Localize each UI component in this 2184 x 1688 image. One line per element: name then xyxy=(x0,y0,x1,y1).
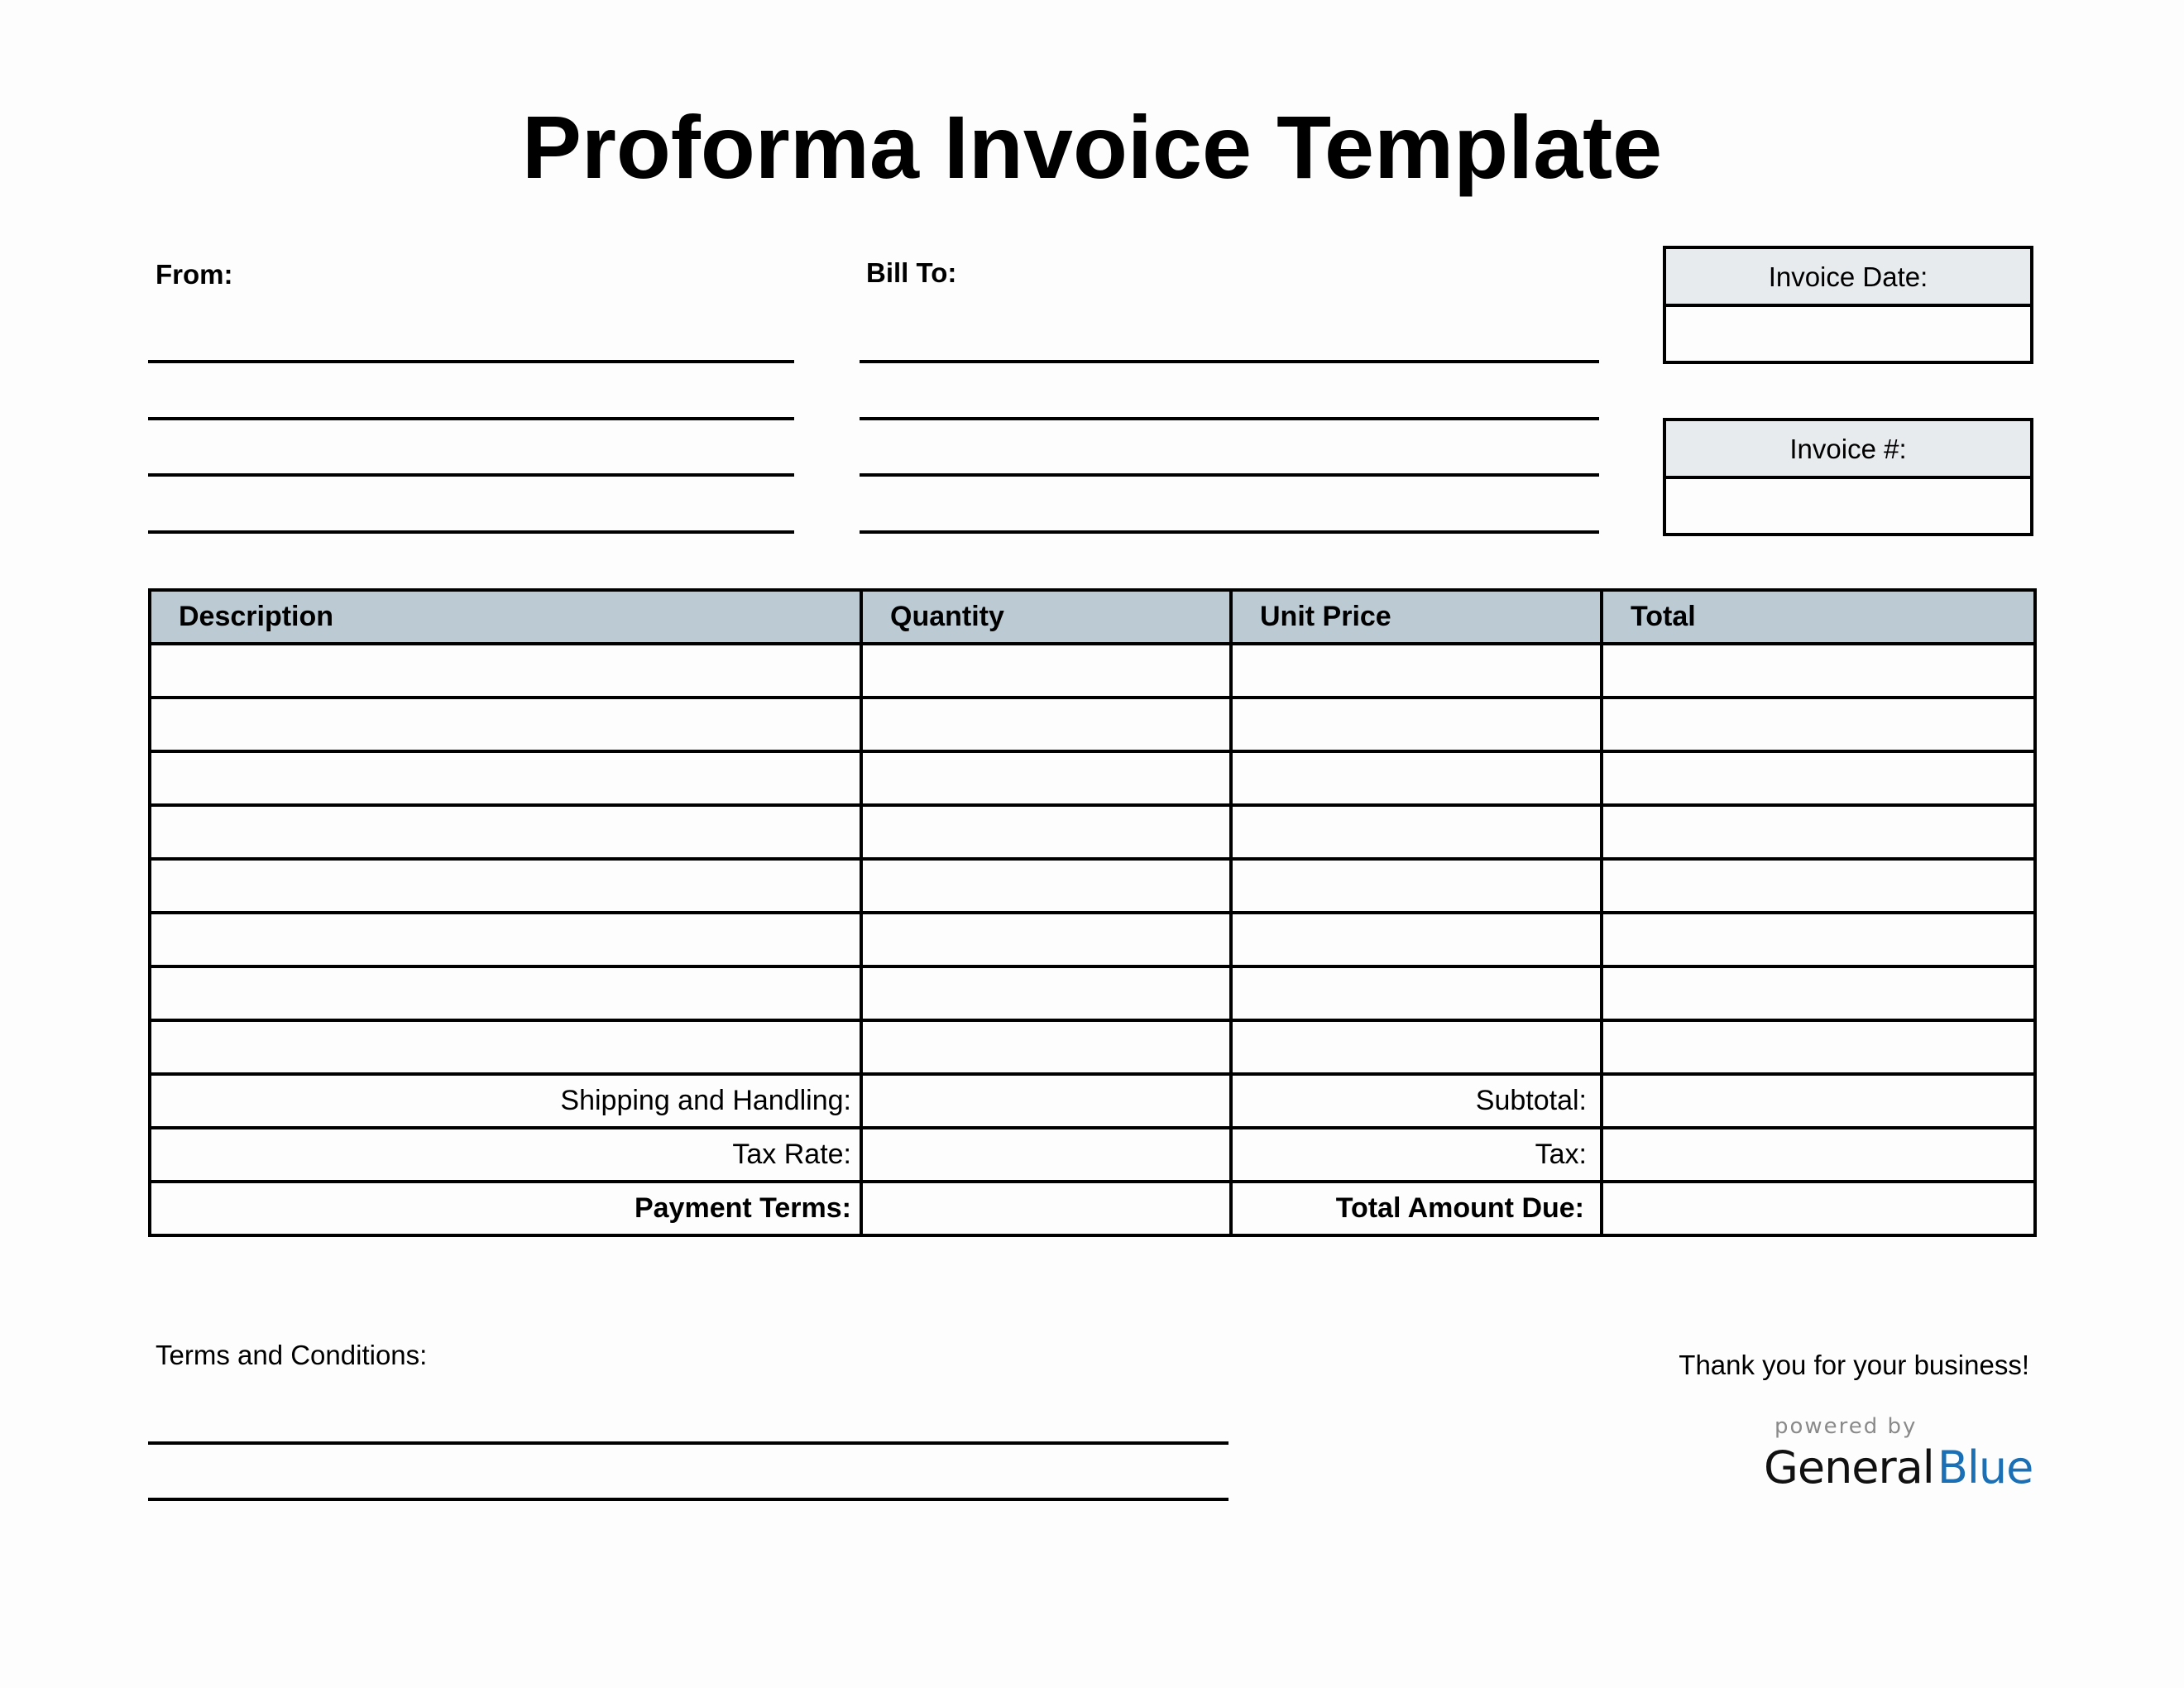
terms-line-2[interactable] xyxy=(148,1498,1228,1501)
invoice-number-label: Invoice #: xyxy=(1666,421,2030,479)
description-cell[interactable] xyxy=(150,751,861,805)
description-cell[interactable] xyxy=(150,859,861,913)
table-row xyxy=(150,644,2035,698)
invoice-number-box xyxy=(1663,418,2033,536)
column-header-total: Total xyxy=(1602,590,2035,644)
quantity-cell[interactable] xyxy=(861,913,1231,966)
table-row xyxy=(150,751,2035,805)
unit-price-cell[interactable] xyxy=(1231,698,1602,751)
total-cell[interactable] xyxy=(1602,913,2035,966)
invoice-number-field[interactable] xyxy=(1666,479,2030,533)
bill-to-label: Bill To: xyxy=(866,257,957,288)
total-cell[interactable] xyxy=(1602,805,2035,859)
powered-by-text: powered by xyxy=(1774,1414,1918,1439)
unit-price-cell[interactable] xyxy=(1231,805,1602,859)
quantity-cell[interactable] xyxy=(861,966,1231,1020)
subtotal-label: Subtotal: xyxy=(1231,1074,1602,1128)
total-cell[interactable] xyxy=(1602,751,2035,805)
quantity-cell[interactable] xyxy=(861,698,1231,751)
tax-rate-label: Tax Rate: xyxy=(150,1128,861,1182)
from-line-1[interactable] xyxy=(148,360,794,363)
shipping-label: Shipping and Handling: xyxy=(150,1074,861,1128)
invoice-date-box xyxy=(1663,246,2033,364)
from-line-4[interactable] xyxy=(148,530,794,534)
quantity-cell[interactable] xyxy=(861,1020,1231,1074)
column-header-description: Description xyxy=(150,590,861,644)
table-row xyxy=(150,805,2035,859)
payment-terms-field[interactable] xyxy=(861,1182,1231,1235)
total-amount-due-field[interactable] xyxy=(1602,1182,2035,1235)
column-header-unit-price: Unit Price xyxy=(1231,590,1602,644)
unit-price-cell[interactable] xyxy=(1231,1020,1602,1074)
from-line-3[interactable] xyxy=(148,473,794,477)
total-cell[interactable] xyxy=(1602,698,2035,751)
unit-price-cell[interactable] xyxy=(1231,859,1602,913)
invoice-date-label: Invoice Date: xyxy=(1666,249,2030,307)
tax-field[interactable] xyxy=(1602,1128,2035,1182)
payment-terms-label: Payment Terms: xyxy=(150,1182,861,1235)
description-cell[interactable] xyxy=(150,805,861,859)
total-cell[interactable] xyxy=(1602,859,2035,913)
table-row xyxy=(150,698,2035,751)
quantity-cell[interactable] xyxy=(861,859,1231,913)
from-line-2[interactable] xyxy=(148,417,794,420)
logo-text-general: General xyxy=(1764,1441,1934,1494)
total-cell[interactable] xyxy=(1602,644,2035,698)
quantity-cell[interactable] xyxy=(861,805,1231,859)
page-title: Proforma Invoice Template xyxy=(521,97,1663,197)
items-table xyxy=(148,588,2037,1237)
total-cell[interactable] xyxy=(1602,1020,2035,1074)
from-label: From: xyxy=(156,259,233,290)
table-row xyxy=(150,913,2035,966)
table-row xyxy=(150,1020,2035,1074)
unit-price-cell[interactable] xyxy=(1231,644,1602,698)
bill-to-line-2[interactable] xyxy=(860,417,1599,420)
terms-line-1[interactable] xyxy=(148,1441,1228,1445)
logo-text-blue: Blue xyxy=(1937,1441,2033,1494)
unit-price-cell[interactable] xyxy=(1231,966,1602,1020)
table-header-row xyxy=(150,590,2035,644)
unit-price-cell[interactable] xyxy=(1231,913,1602,966)
shipping-field[interactable] xyxy=(861,1074,1231,1128)
description-cell[interactable] xyxy=(150,966,861,1020)
bill-to-line-1[interactable] xyxy=(860,360,1599,363)
unit-price-cell[interactable] xyxy=(1231,751,1602,805)
subtotal-field[interactable] xyxy=(1602,1074,2035,1128)
tax-rate-field[interactable] xyxy=(861,1128,1231,1182)
column-header-quantity: Quantity xyxy=(861,590,1231,644)
total-cell[interactable] xyxy=(1602,966,2035,1020)
description-cell[interactable] xyxy=(150,644,861,698)
description-cell[interactable] xyxy=(150,1020,861,1074)
summary-row-terms-total xyxy=(150,1182,2035,1235)
quantity-cell[interactable] xyxy=(861,644,1231,698)
thank-you-message: Thank you for your business! xyxy=(1679,1350,2029,1380)
bill-to-line-3[interactable] xyxy=(860,473,1599,477)
terms-label: Terms and Conditions: xyxy=(156,1340,428,1370)
invoice-date-field[interactable] xyxy=(1666,307,2030,361)
tax-label: Tax: xyxy=(1231,1128,1602,1182)
table-row xyxy=(150,859,2035,913)
description-cell[interactable] xyxy=(150,698,861,751)
generalblue-logo xyxy=(1764,1441,2033,1494)
bill-to-line-4[interactable] xyxy=(860,530,1599,534)
summary-row-taxrate-tax xyxy=(150,1128,2035,1182)
table-row xyxy=(150,966,2035,1020)
description-cell[interactable] xyxy=(150,913,861,966)
summary-row-shipping-subtotal xyxy=(150,1074,2035,1128)
quantity-cell[interactable] xyxy=(861,751,1231,805)
total-amount-due-label: Total Amount Due: xyxy=(1231,1182,1602,1235)
